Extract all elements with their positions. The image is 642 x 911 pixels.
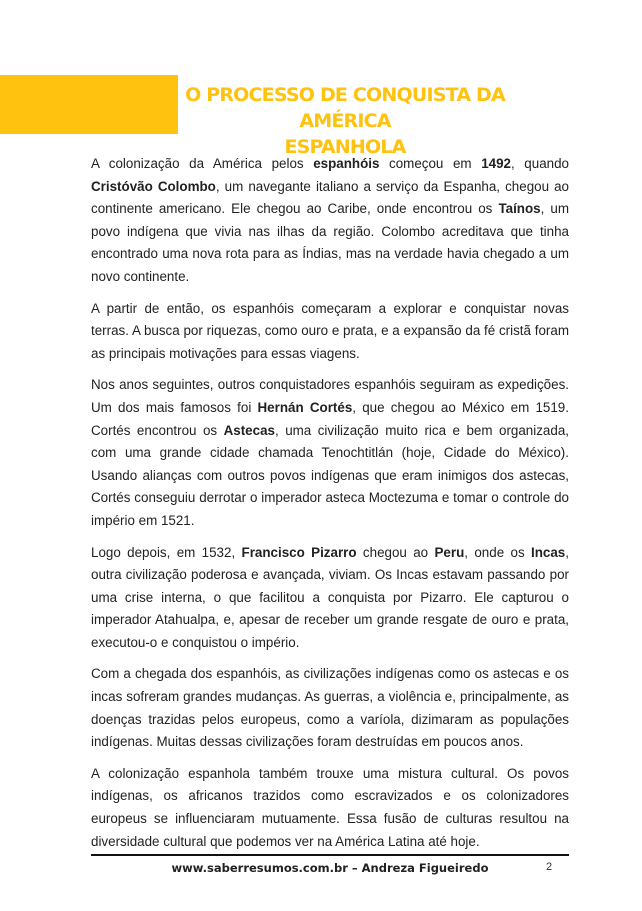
bold-term: 1492 — [481, 156, 511, 171]
bold-term: Incas — [531, 544, 566, 560]
paragraph — [91, 542, 569, 655]
bold-term: Taínos — [498, 201, 541, 217]
page-title — [180, 82, 510, 160]
text-run: A colonização da América pelos — [91, 156, 314, 171]
text-run: , um povo indígena que vivia nas ilhas da região. Colombo acreditava que tinha encontrado uma nova rota para as Índias, mas na verdade havia chegado a um novo continente. — [91, 201, 569, 284]
text-run: , que chegou ao México em 1519. Cortés encontrou os — [91, 399, 569, 438]
paragraph — [91, 663, 569, 753]
bold-term: espanhóis — [313, 156, 380, 171]
paragraph — [91, 374, 569, 532]
footer-divider — [91, 854, 569, 856]
text-run: A colonização espanhola também trouxe uma mistura cultural. Os povos indígenas, os africanos trazidos como escravizados e os colonizadores europeus se influenciaram mutuamente. Essa fusão de culturas resultou na diversidade cultural que podemos ver na América Latina até hoje. — [91, 765, 569, 849]
text-run: , onde os — [464, 544, 532, 560]
accent-bar — [0, 75, 178, 134]
text-run: Com a chegada dos espanhóis, as civilizações indígenas como os astecas e os incas sofreram grandes mudanças. As guerras, a violência e, principalmente, as doenças trazidas pelos europeus, como a varíola, dizimaram as populações indígenas. Muitas dessas civilizações foram destruídas em poucos anos. — [91, 666, 569, 750]
text-run: , quando — [510, 156, 569, 171]
text-run: , outra civilização poderosa e avançada, viviam. Os Incas estavam passando por uma crise interna, o que facilitou a conquista por Pizarro. Ele capturou o imperador Atahualpa, e, apesar de receber um grande resgate de ouro e prata, executou-o e conquistou o império. — [91, 544, 569, 650]
page-title-line-2: ESPANHOLA — [284, 136, 406, 158]
article-body — [91, 153, 569, 862]
bold-term: Cristóvão Colombo — [91, 178, 216, 194]
bold-term: Francisco Pizarro — [241, 544, 357, 560]
text-run: chegou ao — [356, 544, 435, 560]
text-run: A partir de então, os espanhóis começaram a explorar e conquistar novas terras. A busca por riquezas, como ouro e prata, e a expansão da fé cristã foram as principais motivações para essas viagens. — [91, 300, 569, 361]
page-title-line-1: O PROCESSO DE CONQUISTA DA AMÉRICA — [185, 84, 505, 132]
paragraph — [91, 298, 569, 366]
text-run: começou em — [379, 156, 482, 171]
bold-term: Astecas — [223, 422, 275, 438]
bold-term: Hernán Cortés — [257, 399, 353, 415]
text-run: Nos anos seguintes, outros conquistadores espanhóis seguiram as expedições. Um dos mais famosos foi — [91, 377, 569, 415]
paragraph — [91, 763, 569, 853]
bold-term: Peru — [434, 544, 465, 560]
page-number: 2 — [546, 861, 553, 873]
text-run: , uma civilização muito rica e bem organizada, com uma grande cidade chamada Tenochtitlán (hoje, Cidade do México). Usando alianças com outros povos indígenas que eram inimigos dos astecas, Cortés conseguiu derrotar o imperador asteca Moctezuma e tomar o controle do império em 1521. — [91, 422, 569, 528]
text-run: Logo depois, em 1532, — [91, 544, 242, 560]
footer-credit: www.saberresumos.com.br – Andreza Figueiredo — [171, 861, 489, 875]
paragraph — [91, 153, 569, 289]
text-run: , um navegante italiano a serviço da Espanha, chegou ao continente americano. Ele chegou ao Caribe, onde encontrou os — [91, 178, 570, 217]
